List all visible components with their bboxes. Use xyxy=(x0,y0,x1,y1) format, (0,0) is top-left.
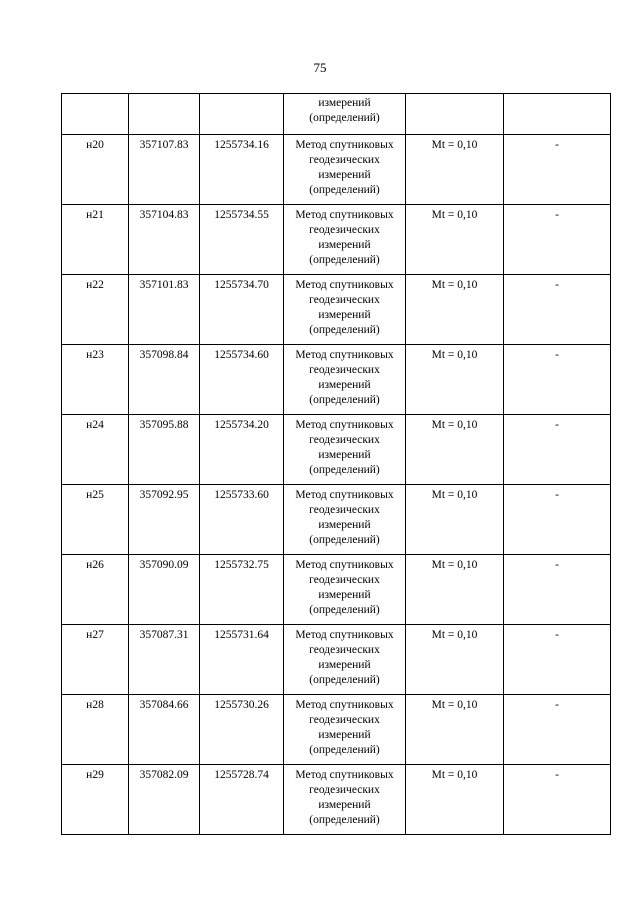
cell-x: 357098.84 xyxy=(129,345,200,415)
method-line: геодезических xyxy=(309,154,380,166)
method-line: геодезических xyxy=(309,714,380,726)
cell-method xyxy=(284,135,406,205)
method-line: геодезических xyxy=(309,574,380,586)
cell-point: н29 xyxy=(62,765,129,835)
cell-point: н23 xyxy=(62,345,129,415)
method-line: измерений xyxy=(318,799,371,811)
method-line: Метод спутниковых xyxy=(295,489,394,501)
method-line: геодезических xyxy=(309,784,380,796)
method-line: Метод спутниковых xyxy=(295,349,394,361)
method-line: (определений) xyxy=(309,254,380,266)
method-line: Метод спутниковых xyxy=(295,769,394,781)
cell-x: 357090.09 xyxy=(129,555,200,625)
cell-y: 1255734.20 xyxy=(200,415,284,485)
method-line: (определений) xyxy=(309,324,380,336)
cell-y: 1255732.75 xyxy=(200,555,284,625)
method-line: измерений xyxy=(318,659,371,671)
cell-accuracy: Mt = 0,10 xyxy=(406,415,504,485)
method-line: измерений xyxy=(318,379,371,391)
cell-description xyxy=(504,94,611,135)
cell-description: - xyxy=(504,415,611,485)
cell-x: 357084.66 xyxy=(129,695,200,765)
cell-point: н27 xyxy=(62,625,129,695)
method-line: измерений xyxy=(318,589,371,601)
cell-method xyxy=(284,625,406,695)
cell-description: - xyxy=(504,135,611,205)
cell-point: н24 xyxy=(62,415,129,485)
table-row-continuation xyxy=(62,94,611,135)
cell-x: 357104.83 xyxy=(129,205,200,275)
method-line: геодезических xyxy=(309,294,380,306)
table-row xyxy=(62,485,611,555)
method-line: Метод спутниковых xyxy=(295,699,394,711)
cell-method xyxy=(284,695,406,765)
method-line: измерений xyxy=(318,239,371,251)
table-row xyxy=(62,695,611,765)
method-line: (определений) xyxy=(309,674,380,686)
cell-point: н20 xyxy=(62,135,129,205)
cell-point: н26 xyxy=(62,555,129,625)
table-row xyxy=(62,275,611,345)
cell-point: н22 xyxy=(62,275,129,345)
cell-method xyxy=(284,555,406,625)
method-line: геодезических xyxy=(309,434,380,446)
cell-x: 357092.95 xyxy=(129,485,200,555)
method-line: измерений xyxy=(318,449,371,461)
method-line: Метод спутниковых xyxy=(295,209,394,221)
cell-accuracy: Mt = 0,10 xyxy=(406,555,504,625)
method-line: Метод спутниковых xyxy=(295,629,394,641)
cell-y: 1255734.16 xyxy=(200,135,284,205)
cell-accuracy: Mt = 0,10 xyxy=(406,205,504,275)
cell-point: н25 xyxy=(62,485,129,555)
cell-description: - xyxy=(504,695,611,765)
cell-method xyxy=(284,205,406,275)
cell-accuracy: Mt = 0,10 xyxy=(406,135,504,205)
method-line: (определений) xyxy=(309,604,380,616)
cell-description: - xyxy=(504,485,611,555)
cell-method xyxy=(284,345,406,415)
method-line: измерений xyxy=(318,729,371,741)
table-row xyxy=(62,135,611,205)
cell-method xyxy=(284,415,406,485)
method-line: измерений xyxy=(318,97,371,109)
method-line: геодезических xyxy=(309,224,380,236)
cell-accuracy: Mt = 0,10 xyxy=(406,695,504,765)
table-row xyxy=(62,345,611,415)
cell-accuracy: Mt = 0,10 xyxy=(406,485,504,555)
cell-description: - xyxy=(504,625,611,695)
method-line: (определений) xyxy=(309,464,380,476)
cell-y: 1255730.26 xyxy=(200,695,284,765)
coordinates-table xyxy=(61,93,611,835)
cell-method xyxy=(284,765,406,835)
cell-y: 1255728.74 xyxy=(200,765,284,835)
cell-y xyxy=(200,94,284,135)
cell-y: 1255731.64 xyxy=(200,625,284,695)
table-row xyxy=(62,555,611,625)
method-line: Метод спутниковых xyxy=(295,559,394,571)
cell-x: 357101.83 xyxy=(129,275,200,345)
cell-method xyxy=(284,485,406,555)
cell-y: 1255734.60 xyxy=(200,345,284,415)
cell-point: н21 xyxy=(62,205,129,275)
method-line: измерений xyxy=(318,309,371,321)
method-line: Метод спутниковых xyxy=(295,139,394,151)
cell-description: - xyxy=(504,555,611,625)
cell-description: - xyxy=(504,275,611,345)
cell-y: 1255734.70 xyxy=(200,275,284,345)
cell-x: 357087.31 xyxy=(129,625,200,695)
cell-x: 357107.83 xyxy=(129,135,200,205)
cell-accuracy: Mt = 0,10 xyxy=(406,765,504,835)
method-line: Метод спутниковых xyxy=(295,419,394,431)
cell-description: - xyxy=(504,765,611,835)
method-line: измерений xyxy=(318,169,371,181)
method-line: геодезических xyxy=(309,504,380,516)
cell-y: 1255734.55 xyxy=(200,205,284,275)
method-line: измерений xyxy=(318,519,371,531)
cell-y: 1255733.60 xyxy=(200,485,284,555)
cell-accuracy xyxy=(406,94,504,135)
cell-method xyxy=(284,94,406,135)
table-body xyxy=(62,94,611,835)
cell-x: 357082.09 xyxy=(129,765,200,835)
method-line: Метод спутниковых xyxy=(295,279,394,291)
table-row xyxy=(62,205,611,275)
method-line: (определений) xyxy=(309,744,380,756)
cell-point: н28 xyxy=(62,695,129,765)
cell-accuracy: Mt = 0,10 xyxy=(406,625,504,695)
method-line: (определений) xyxy=(309,814,380,826)
method-line: (определений) xyxy=(309,112,380,124)
table-row xyxy=(62,415,611,485)
method-line: геодезических xyxy=(309,644,380,656)
cell-method xyxy=(284,275,406,345)
method-line: геодезических xyxy=(309,364,380,376)
cell-accuracy: Mt = 0,10 xyxy=(406,345,504,415)
method-line: (определений) xyxy=(309,534,380,546)
table-row xyxy=(62,765,611,835)
cell-description: - xyxy=(504,345,611,415)
method-line: (определений) xyxy=(309,394,380,406)
table-row xyxy=(62,625,611,695)
page-number: 75 xyxy=(313,60,327,75)
cell-description: - xyxy=(504,205,611,275)
cell-x: 357095.88 xyxy=(129,415,200,485)
cell-point xyxy=(62,94,129,135)
method-line: (определений) xyxy=(309,184,380,196)
cell-x xyxy=(129,94,200,135)
cell-accuracy: Mt = 0,10 xyxy=(406,275,504,345)
